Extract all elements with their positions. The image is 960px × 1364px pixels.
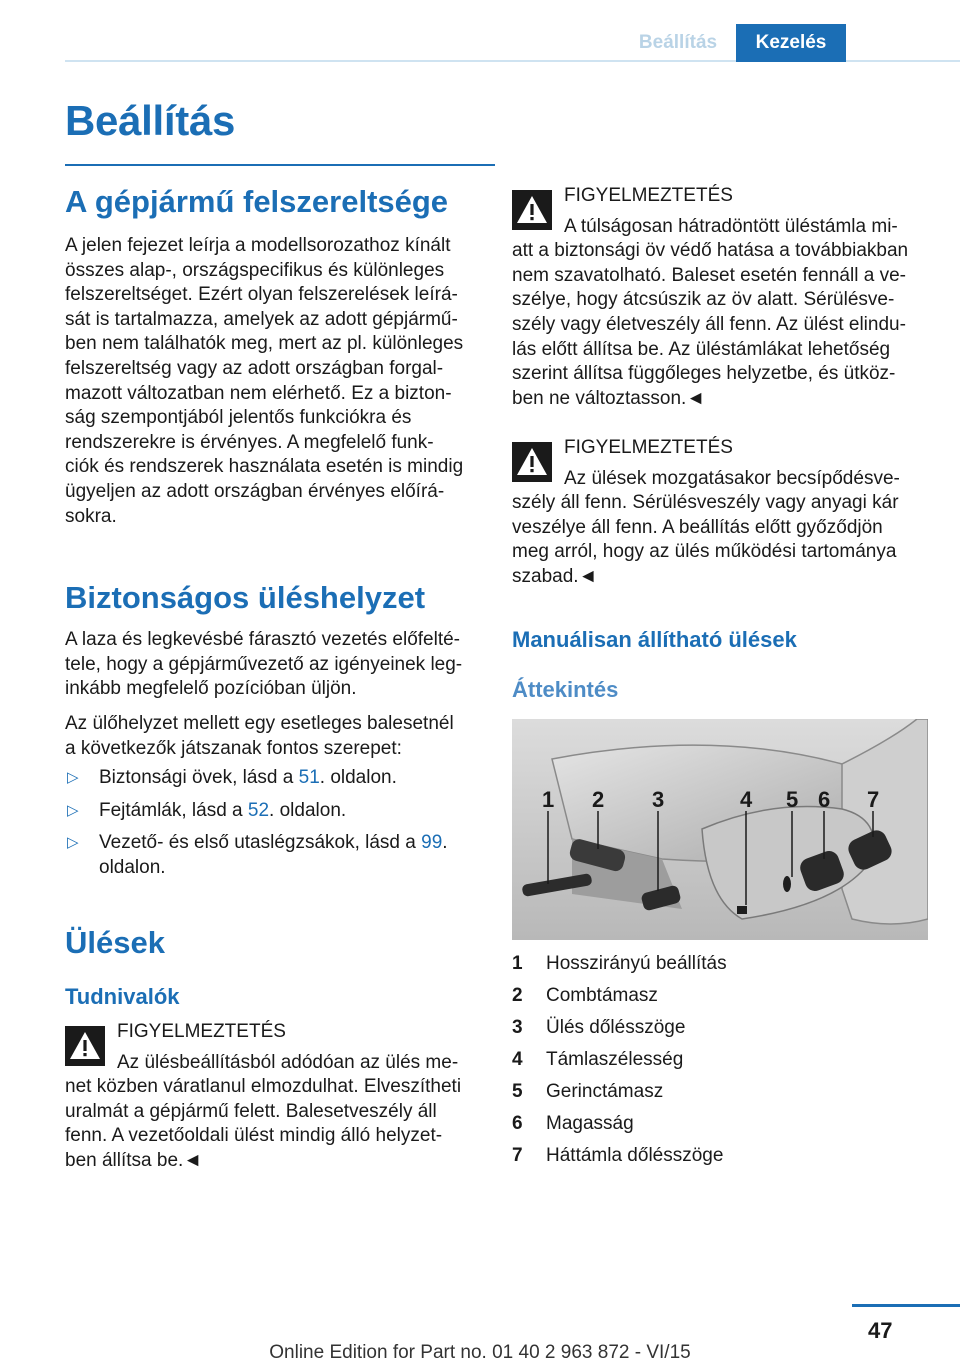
text-line: ben ne változtasson.◄ bbox=[512, 387, 706, 409]
text-line: uralmát a gépjármű felett. Balesetveszély áll bbox=[65, 1100, 437, 1122]
text-line: rendszerekre is érvényes. A megfelelő funk- bbox=[65, 431, 434, 453]
text-line: ben nem találhatók meg, mert az pl. különleges bbox=[65, 333, 464, 355]
paragraph-safe-position-1 bbox=[65, 628, 485, 702]
text-line: ság szempontjából jelentős funkciókra és bbox=[65, 407, 412, 429]
text-line: összes alap-, országspecifikus és különleges bbox=[65, 259, 445, 281]
triangle-bullet-icon: ▷ bbox=[67, 834, 79, 852]
text-line: att a biztonsági öv védő hatása a továbbiakban bbox=[512, 240, 909, 262]
warning-icon bbox=[512, 190, 552, 230]
text-line: A jelen fejezet leírja a modellsorozathoz kínált bbox=[65, 235, 451, 256]
bullet-list bbox=[65, 766, 485, 888]
tab-chapter[interactable]: Kezelés bbox=[736, 24, 846, 62]
warning-icon bbox=[512, 442, 552, 482]
paragraph-equipment bbox=[65, 234, 485, 529]
text-line: szély áll fenn. Sérülésveszély vagy anyagi kár bbox=[512, 492, 899, 514]
warning-block-backrest bbox=[512, 184, 932, 411]
page-link[interactable]: 52 bbox=[247, 799, 270, 821]
text-line: tele, hogy a gépjárművezető az igényeinek leg- bbox=[65, 653, 463, 675]
warning-icon bbox=[65, 1026, 105, 1066]
callout-number: 2 bbox=[592, 787, 605, 812]
warning-label: FIGYELMEZTETÉS bbox=[564, 185, 733, 206]
text-line: felszereltség vagy az adott országban forgal- bbox=[65, 357, 444, 379]
list-item: 6 Magasság bbox=[512, 1113, 634, 1134]
warning-label: FIGYELMEZTETÉS bbox=[564, 437, 733, 458]
text-line: Az ülések mozgatásakor becsípődésve- bbox=[564, 467, 900, 489]
text-line: szély vagy életveszély áll fenn. Az ülést elindu- bbox=[512, 313, 906, 335]
text-line: ciók és rendszerek használata esetén is mindig bbox=[65, 456, 464, 478]
page-number: 47 bbox=[868, 1318, 893, 1343]
list-item: ▷ Fejtámlák, lásd a 52. oldalon. bbox=[65, 799, 485, 824]
callout-number: 4 bbox=[740, 787, 753, 812]
text-line: fenn. A vezetőoldali ülést mindig álló helyzet- bbox=[65, 1125, 443, 1147]
text-line: sát is tartalmazza, amelyek az adott gépjármű- bbox=[65, 308, 458, 330]
text-line: meg arról, hogy az ülés működési tartománya bbox=[512, 541, 897, 563]
callout-number: 3 bbox=[652, 787, 665, 812]
page-link[interactable]: 51 bbox=[298, 767, 320, 788]
page-number-rule bbox=[852, 1304, 960, 1307]
triangle-bullet-icon: ▷ bbox=[67, 769, 79, 786]
text-line: inkább megfelelő pozícióban üljön. bbox=[65, 678, 357, 700]
list-item: 3 Ülés dőlésszöge bbox=[512, 1017, 686, 1038]
heading-overview: Áttekintés bbox=[512, 677, 619, 702]
heading-safe-position: Biztonságos üléshelyzet bbox=[65, 580, 426, 615]
legend-list bbox=[512, 952, 727, 1176]
list-item: 4 Támlaszélesség bbox=[512, 1049, 684, 1070]
subheading-notes: Tudnivalók bbox=[65, 984, 180, 1009]
footer-text: Online Edition for Part no. 01 40 2 963 872 - VI/15 bbox=[269, 1342, 691, 1363]
text-line: szerint állítsa függőleges helyzetbe, és ütköz- bbox=[512, 363, 896, 385]
text-line: A laza és legkevésbé fárasztó vezetés előfelté- bbox=[65, 629, 461, 650]
list-item: 7 Háttámla dőlésszöge bbox=[512, 1145, 724, 1166]
list-item: 1 Hosszirányú beállítás bbox=[512, 953, 727, 974]
heading-seats: Ülések bbox=[65, 925, 165, 960]
page-link[interactable]: 99 bbox=[421, 832, 443, 854]
callout-number: 1 bbox=[542, 787, 555, 812]
text-line: veszélye áll fenn. A beállítás előtt győződjön bbox=[512, 516, 883, 538]
warning-block-seats bbox=[65, 1020, 485, 1174]
heading-equipment: A gépjármű felszereltsége bbox=[65, 184, 449, 219]
text-line: net közben váratlanul elmozdulhat. Elveszítheti bbox=[65, 1076, 462, 1098]
page-title: Beállítás bbox=[65, 97, 236, 144]
text-line: Az ülőhelyzet mellett egy esetleges balesetnél bbox=[65, 713, 454, 734]
text-line: lás előtt állítsa be. Az üléstámlákat lehetőség bbox=[512, 338, 891, 360]
title-rule bbox=[65, 164, 495, 166]
text-line: ben állítsa be.◄ bbox=[65, 1149, 203, 1171]
text-line: ügyeljen az adott országban érvényes előírá- bbox=[65, 480, 445, 502]
text-line: felszereltséget. Ezért olyan felszerelések leírá- bbox=[65, 284, 458, 306]
text-line: mazott változatban nem elérhető. Ez a bizton- bbox=[65, 382, 452, 404]
seat-controls-illustration bbox=[512, 719, 928, 940]
paragraph-safe-position-2 bbox=[65, 712, 485, 761]
warning-block-pinch bbox=[512, 436, 932, 590]
list-item: 5 Gerinctámasz bbox=[512, 1081, 664, 1102]
tab-section[interactable]: Beállítás bbox=[638, 32, 718, 53]
text-line: A túlságosan hátradöntött üléstámla mi- bbox=[564, 215, 898, 237]
callout-number: 7 bbox=[867, 787, 880, 812]
text-line: nem szavatolható. Baleset esetén fennáll a ve- bbox=[512, 264, 906, 286]
list-item: ▷ Biztonsági övek, lásd a 51. oldalon. bbox=[65, 766, 485, 791]
triangle-bullet-icon: ▷ bbox=[67, 801, 79, 819]
list-item: 2 Combtámasz bbox=[512, 985, 658, 1006]
text-line: szabad.◄ bbox=[512, 565, 598, 587]
list-item: ▷ Vezető- és első utaslégzsákok, lásd a 99. oldalon. bbox=[67, 832, 448, 878]
text-line: Az ülésbeállításból adódóan az ülés me- bbox=[117, 1051, 459, 1073]
text-line: sokra. bbox=[65, 505, 117, 527]
callout-number: 5 bbox=[786, 787, 799, 812]
warning-label: FIGYELMEZTETÉS bbox=[117, 1021, 286, 1042]
text-line: szélye, hogy átcsúszik az öv alatt. Sérülésve- bbox=[512, 289, 895, 311]
text-line: a következők játszanak fontos szerepet: bbox=[65, 737, 402, 759]
callout-number: 6 bbox=[818, 787, 831, 812]
heading-manual-seats: Manuálisan állítható ülések bbox=[512, 627, 797, 652]
